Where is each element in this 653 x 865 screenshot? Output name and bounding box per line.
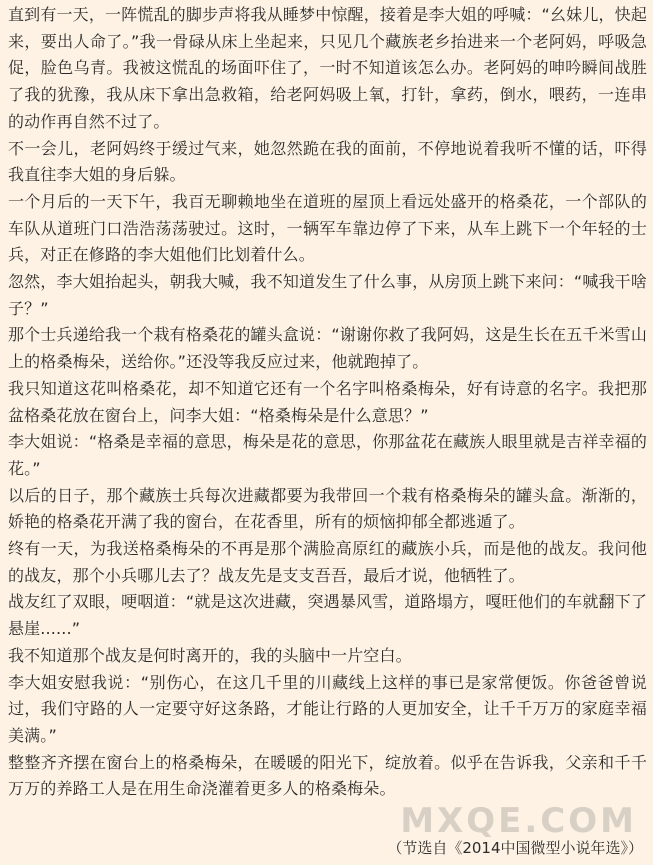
source-citation: （节选自《2014中国微型小说年选》）: [387, 839, 643, 857]
watermark-text: MXQE.COM: [400, 801, 637, 841]
paragraph-9: 终有一天，为我送格桑梅朵的不再是那个满脸高原红的藏族小兵，而是他的战友。我问他的战友，那个小兵哪儿去了？战友先是支支吾吾，最后才说，他牺牲了。: [8, 539, 647, 585]
paragraph-1: 直到有一天，一阵慌乱的脚步声将我从睡梦中惊醒，接着是李大姐的呼喊：“幺妹儿，快起来，要出人命了。”我一骨碌从床上坐起来，只见几个藏族老乡抬进来一个老阿妈，呼吸急促，脸色乌青。我被这慌乱的场面吓住了，一时不知道该怎么办。老阿妈的呻吟瞬间战胜了我的犹豫，我从床下拿出急救箱，给老阿妈吸上氧，打针，拿药，倒水，喂药，一连串的动作再自然不过了。: [8, 5, 647, 131]
paragraph-11: 我不知道那个战友是何时离开的，我的头脑中一片空白。: [8, 645, 412, 665]
paragraph-6: 我只知道这花叫格桑花，却不知道它还有一个名字叫格桑梅朵，好有诗意的名字。我把那盆格桑花放在窗台上，问李大姐：“格桑梅朵是什么意思？”: [8, 378, 647, 425]
paragraph-12: 李大姐安慰我说：“别伤心，在这几千里的川藏线上这样的事已是家常便饭。你爸爸曾说过，我们守路的人一定要守好这条路，才能让行路的人更加安全，让千千万万的家庭幸福美满。”: [8, 672, 647, 745]
paragraph-10: 战友红了双眼，哽咽道：“就是这次进藏，突遇暴风雪，道路塌方，嘎旺他们的车就翻下了悬崖......”: [8, 592, 647, 639]
paragraph-4: 忽然，李大姐抬起头，朝我大喊，我不知道发生了什么事，从房顶上跳下来问：“喊我干啥子？”: [8, 272, 647, 318]
paragraph-3: 一个月后的一天下午，我百无聊赖地坐在道班的屋顶上看远处盛开的格桑花，一个部队的车队从道班门口浩浩荡荡驶过。这时，一辆军车靠边停了下来，从车上跳下一个年轻的士兵，对正在修路的李大姐他们比划着什么。: [8, 191, 647, 265]
paragraph-8: 以后的日子，那个藏族士兵每次进藏都要为我带回一个栽有格桑梅朵的罐头盒。渐渐的，娇艳的格桑花开满了我的窗台，在花香里，所有的烦恼抑郁全都逃遁了。: [8, 485, 647, 532]
paragraph-13: 整整齐齐摆在窗台上的格桑梅朵，在暖暖的阳光下，绽放着。似乎在告诉我，父亲和千千万万的养路工人是在用生命浇灌着更多人的格桑梅朵。: [8, 752, 647, 799]
paragraph-7: 李大姐说：“格桑是幸福的意思，梅朵是花的意思，你那盆花在藏族人眼里就是吉祥幸福的花。”: [8, 432, 647, 478]
paragraph-5: 那个士兵递给我一个栽有格桑花的罐头盒说：“谢谢你救了我阿妈，这是生长在五千米雪山上的格桑梅朵，送给你。”还没等我反应过来，他就跑掉了。: [8, 325, 647, 372]
paragraph-2: 不一会儿，老阿妈终于缓过气来，她忽然跪在我的面前，不停地说着我听不懂的话，吓得我直往李大姐的身后躲。: [8, 138, 647, 185]
